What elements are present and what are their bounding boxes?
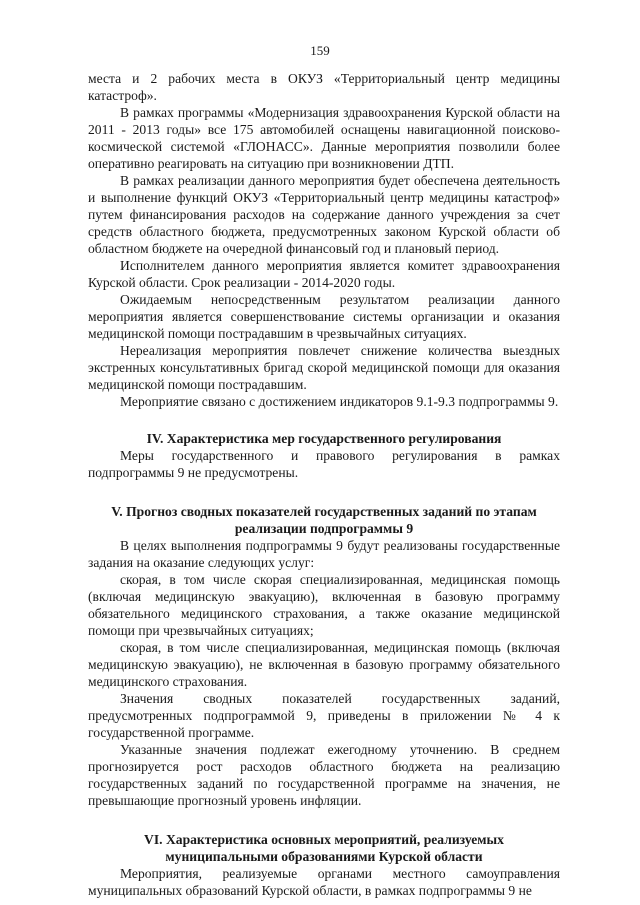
section-heading: VI. Характеристика основных мероприятий, реализуемых муниципальными образованиями Курской области xyxy=(144,832,504,864)
paragraph: Нереализация мероприятия повлечет снижение количества выездных экстренных консультативных бригад скорой медицинской помощи для оказания медицинской помощи пострадавшим. xyxy=(88,343,560,392)
paragraph: Значения сводных показателей государственных заданий, предусмотренных подпрограммой 9, приведены в приложении № 4 к государственной программе. xyxy=(88,691,560,740)
intro-section xyxy=(88,70,560,410)
paragraph: скорая, в том числе специализированная, медицинская помощь (включая медицинскую эвакуацию), не включенная в базовую программу обязательного медицинского страхования. xyxy=(88,640,560,689)
spacer xyxy=(88,410,560,430)
spacer xyxy=(88,809,560,831)
document-body xyxy=(88,70,560,899)
paragraph: места и 2 рабочих места в ОКУЗ «Территориальный центр медицины катастроф». xyxy=(88,71,560,103)
section-heading: IV. Характеристика мер государственного регулирования xyxy=(146,431,502,446)
section-6 xyxy=(88,831,560,899)
section-4 xyxy=(88,430,560,481)
paragraph: Указанные значения подлежат ежегодному уточнению. В среднем прогнозируется рост расходов областного бюджета на реализацию государственных заданий по государственной программе на значения, не превышающие прогнозный уровень инфляции. xyxy=(88,742,560,808)
section-5 xyxy=(88,503,560,809)
paragraph: В рамках реализации данного мероприятия будет обеспечена деятельность и выполнение функций ОКУЗ «Территориальный центр медицины катастроф» путем финансирования расходов на содержание данного учреждения за счет средств областного бюджета, предусмотренных законом Курской области об областном бюджете на очередной финансовый год и плановый период. xyxy=(88,173,560,256)
spacer xyxy=(88,481,560,503)
paragraph: В целях выполнения подпрограммы 9 будут реализованы государственные задания на оказание следующих услуг: xyxy=(88,538,560,570)
paragraph: скорая, в том числе скорая специализированная, медицинская помощь (включая медицинскую эвакуацию), включенная в базовую программу обязательного медицинского страхования, а также оказание медицинской помощи при чрезвычайных ситуациях; xyxy=(88,572,560,638)
paragraph: Мероприятия, реализуемые органами местного самоуправления муниципальных образований Курской области, в рамках подпрограммы 9 не xyxy=(88,866,560,898)
section-heading: V. Прогноз сводных показателей государственных заданий по этапам реализации подпрограммы 9 xyxy=(111,504,537,536)
paragraph: Мероприятие связано с достижением индикаторов 9.1-9.3 подпрограммы 9. xyxy=(120,394,559,409)
page-number: 159 xyxy=(310,43,330,58)
paragraph: В рамках программы «Модернизация здравоохранения Курской области на 2011 - 2013 годы» все 175 автомобилей оснащены навигационной поисково-космической системой «ГЛОНАСС». Данные мероприятия позволили более оперативно реагировать на ситуацию при возникновении ДТП. xyxy=(88,105,560,171)
paragraph: Ожидаемым непосредственным результатом реализации данного мероприятия является совершенствование системы организации и оказания медицинской помощи пострадавшим в чрезвычайных ситуациях. xyxy=(88,292,560,341)
paragraph: Меры государственного и правового регулирования в рамках подпрограммы 9 не предусмотрены. xyxy=(88,448,560,480)
paragraph: Исполнителем данного мероприятия является комитет здравоохранения Курской области. Срок реализации - 2014-2020 годы. xyxy=(88,258,560,290)
